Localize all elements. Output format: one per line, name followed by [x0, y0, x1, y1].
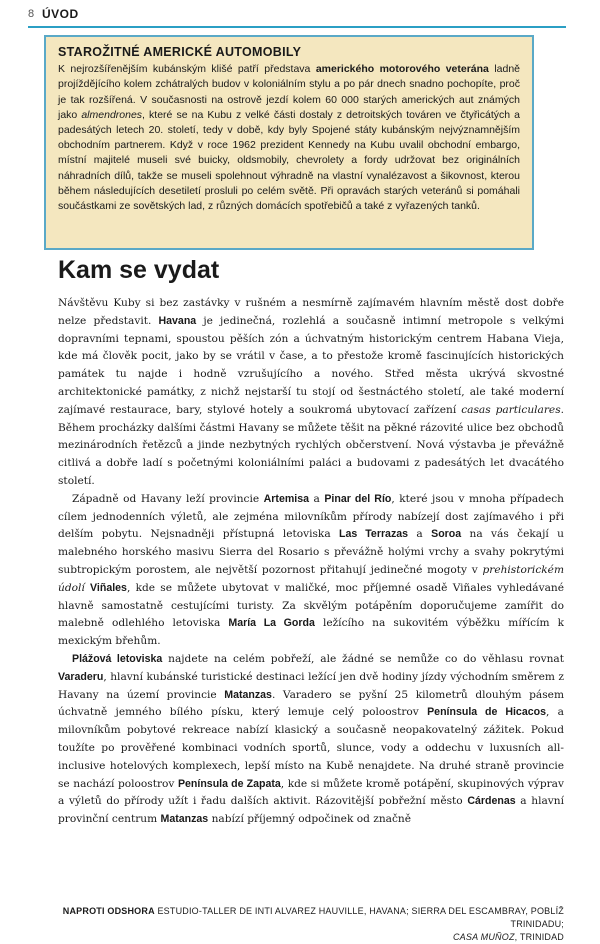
text-run: Návštěvu Kuby si bez zastávky v rušném a nesmírně zajímavém hlavním městě dost dobře nelze představit.	[58, 297, 564, 327]
section-label: ÚVOD	[42, 7, 79, 21]
text-run: a	[309, 492, 325, 505]
boxout-antique-cars	[44, 35, 534, 250]
bold-place: Viñales	[90, 581, 127, 594]
caption-italic: CASA MUÑOZ	[452, 932, 515, 942]
header-rule	[28, 26, 566, 28]
paragraph-west	[58, 491, 564, 651]
text-run: , kde se můžete ubytovat v maličké, moc příjemné osadě Viñales vyhledávané hlavně samostatně cestujícími turisty. Za skvělým potápěním doporučujeme zamířit do malebně odlehlého letoviska	[58, 581, 564, 630]
text-run: najdete na celém pobřeží, ale žádné se nemůže co do věhlasu rovnat	[162, 652, 564, 665]
text-run: ladně projíždějícího kolem zchátralých budov v koloniálním stylu a po pár dnech snadno pochopíte, proč je tak rozšířená. V současnosti na ostrově jezdí kolem 60 000 starých amerických aut známých jako	[58, 63, 521, 121]
text-run: . Varadero se pyšní 25 kilometrů dlouhým pásem úchvatně jemného bílého písku, který lemuje celý poloostrov	[58, 688, 564, 719]
text-run: , které jsou v mnoha případech cílem jednodenních výletů, ale zejména milovníkům přírody nabízejí dost zajímavého i při delším pobytu. Nejsnadněji přístupná letoviska	[58, 492, 564, 541]
paragraph-beaches	[58, 651, 564, 829]
bold-place: Matanzas	[160, 813, 209, 826]
paragraph-havana	[58, 295, 564, 491]
text-run: ležícího na sukovitém výběžku mířícím k mexickým břehům.	[58, 617, 564, 648]
bold-term: amerického motorového veterána	[315, 63, 489, 76]
caption-lead: NAPROTI ODSHORA	[62, 906, 155, 916]
text-run: je jedinečná, rozlehlá a současně intimní metropole s velkými dopravními tepnami, spoustou pěších zón a úchvatným historickým centrem Habana Vieja, kde má člověk pocit, jako by se vrátil v čase, a to přestože kromě fascinujících historických památek tu najde i hodně vzrušujícího a nového. Střed města ukrývá skvostné architektonické památky, z nichž nejstarší tu stojí od šestnáctého století, ale také moderní zajímavé restaurace, bary, stylové hotely a soukromá ubytovací zařízení	[58, 314, 564, 416]
boxout-text	[58, 62, 520, 214]
text-run: Západně od Havany leží provincie	[72, 492, 264, 505]
bold-place: Península de Hicacos	[427, 706, 546, 719]
caption-text: ESTUDIO-TALLER DE INTI ALVAREZ HAUVILLE, HAVANA; SIERRA DEL ESCAMBRAY, POBLÍŽ TRINIDADU;	[154, 906, 564, 929]
running-header	[28, 6, 566, 26]
bold-place: Plážová letoviska	[72, 652, 163, 665]
body-text	[58, 295, 564, 900]
text-run: , hlavní kubánské turistické destinaci ležící jen dvě hodiny jízdy východním směrem z Havany na území provincie	[58, 670, 564, 701]
bold-place: María La Gorda	[228, 617, 315, 630]
text-run: a hlavní provinční centrum	[58, 795, 564, 826]
text-run: K nejrozšířenějším kubánským klišé patří představa	[58, 63, 316, 76]
text-run: , a milovníkům pobytové rekreace nabízí klasický a současně neopakovatelný zážitek. Pokud toužíte po prověřené kombinaci vodních sportů, slunce, vody a oddechu v luxusních all-inclusive hotelových komplexech, lepší místo na Kubě nenajdete. Na druhé straně provincie se nachází poloostrov	[58, 706, 564, 790]
bold-place: Matanzas	[224, 688, 272, 701]
bold-place: Havana	[158, 314, 197, 327]
caption-text: , TRINIDAD	[514, 932, 564, 942]
text-run: nabízí příjemný odpočinek od značně	[208, 813, 412, 826]
photo-caption	[44, 905, 564, 944]
bold-place: Varaderu	[58, 670, 104, 683]
bold-place: Artemisa	[263, 492, 309, 505]
text-run: na vás čekají u malebného horského masivu Sierra del Rosario s převážně holými vrchy a svahy pokrytými subtropickým porostem, ale největší pozornost přitahují jedinečné mogoty v	[58, 528, 564, 576]
bold-place: Pinar del Río	[324, 492, 392, 505]
bold-place: Cárdenas	[467, 795, 516, 808]
section-title: Kam se vydat	[58, 256, 220, 284]
italic-term: prehistorickém údolí	[58, 563, 564, 594]
text-run: , které se na Kubu z velké části dostaly z detroitských továren ve čtyřicátých a padesátých letech 20. století, tedy v době, kdy byly Spojené státy kubánským nejvýznamnějším obchodním partnerem. Když v roce 1962 prezident Kennedy na Kubu uvalil obchodní embargo, místní majitelé museli své buicky, oldsmobily, chevrolety a fordy udržovat bez originálních náhradních dílů, takže se museli spolehnout výhradně na vlastní vynalézavost a šikovnost, kterou během následujících desetiletí prosluli po celém světě. Při opravách starých veteránů si pomáhali součástkami ze sovětských lad, z různých domácích spotřebičů a také z vyřazených tanků.	[58, 108, 520, 213]
italic-term: almendrones	[81, 108, 143, 121]
text-run: a	[408, 528, 432, 541]
text-run: . Během procházky dalšími částmi Havany se můžete těšit na pěkné rázovité ulice bez obchodů mezinárodních řetězců a jinde nezbytných rychlých občerstvení. Nová výstavba je převážně citlivá a dobře ladí s početnými koloniálními paláci a budovami z padesátých let dvacátého století.	[58, 403, 564, 487]
page-number: 8	[28, 8, 35, 20]
italic-term: casas particulares	[461, 403, 561, 416]
bold-place: Península de Zapata	[177, 777, 281, 790]
boxout-title: STAROŽITNÉ AMERICKÉ AUTOMOBILY	[58, 45, 302, 59]
bold-place: Las Terrazas	[339, 528, 409, 541]
bold-place: Soroa	[431, 528, 462, 541]
text-run: , kde si můžete kromě potápění, skupinových výprav a výletů do přírody užít i řadu dalších aktivit. Rázovitější pobřežní město	[58, 777, 564, 808]
